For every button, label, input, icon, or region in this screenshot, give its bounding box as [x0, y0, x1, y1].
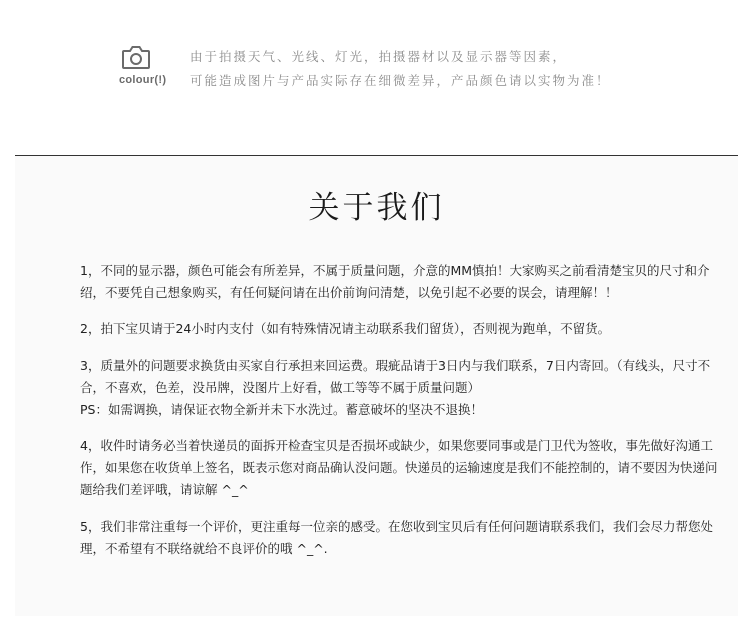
paragraph-line: 5，我们非常注重每一个评价，更注重每一位亲的感受。在您收到宝贝后有任何问题请联系我们，我们会尽力帮您处: [80, 519, 713, 534]
policy-paragraph-5: [80, 516, 713, 560]
paragraph-line: 题给我们差评哦，请谅解 ^_^: [80, 482, 249, 497]
paragraph-line: 合，不喜欢，色差，没吊牌，没图片上好看，做工等等不属于质量问题）: [80, 380, 481, 395]
paragraph-line: 作，如果您在收货单上签名，既表示您对商品确认没问题。快递员的运输速度是我们不能控制的，请不要因为快递问: [80, 460, 718, 475]
about-us-section: [15, 156, 738, 616]
paragraph-line: 3，质量外的问题要求换货由买家自行承担来回运费。瑕疵品请于3日内与我们联系，7日内寄回。（有线头，尺寸不: [80, 358, 711, 373]
notice-line-1: 由于拍摄天气、光线、灯光，拍摄器材以及显示器等因素，: [190, 49, 568, 64]
colour-label: colour(!): [119, 74, 167, 86]
color-notice: [0, 0, 750, 155]
paragraph-line: 理，不希望有不联络就给不良评价的哦 ^_^.: [80, 541, 328, 556]
policy-paragraph-2: [80, 318, 680, 340]
camera-icon: [121, 43, 151, 71]
paragraph-line: 1，不同的显示器，颜色可能会有所差异，不属于质量问题，介意的MM慎拍！大家购买之前看清楚宝贝的尺寸和介: [80, 263, 710, 278]
notice-line-2: 可能造成图片与产品实际存在细微差异，产品颜色请以实物为准！: [190, 73, 611, 88]
paragraph-line: 4，收件时请务必当着快递员的面拆开检查宝贝是否损坏或缺少，如果您要同事或是门卫代为签收，事先做好沟通工: [80, 438, 713, 453]
policy-paragraph-3: [80, 355, 711, 421]
about-title: 关于我们: [308, 190, 445, 226]
policy-paragraph-1: [80, 260, 710, 304]
paragraph-line: PS：如需调换，请保证衣物全新并未下水洗过。蓄意破坏的坚决不退换！: [80, 402, 483, 417]
paragraph-line: 绍，不要凭自己想象购买，有任何疑问请在出价前询问清楚，以免引起不必要的误会，请理解！！: [80, 285, 618, 300]
policy-paragraph-4: [80, 435, 718, 501]
paragraph-line: 2，拍下宝贝请于24小时内支付（如有特殊情况请主动联系我们留货），否则视为跑单，不留货。: [80, 321, 611, 336]
